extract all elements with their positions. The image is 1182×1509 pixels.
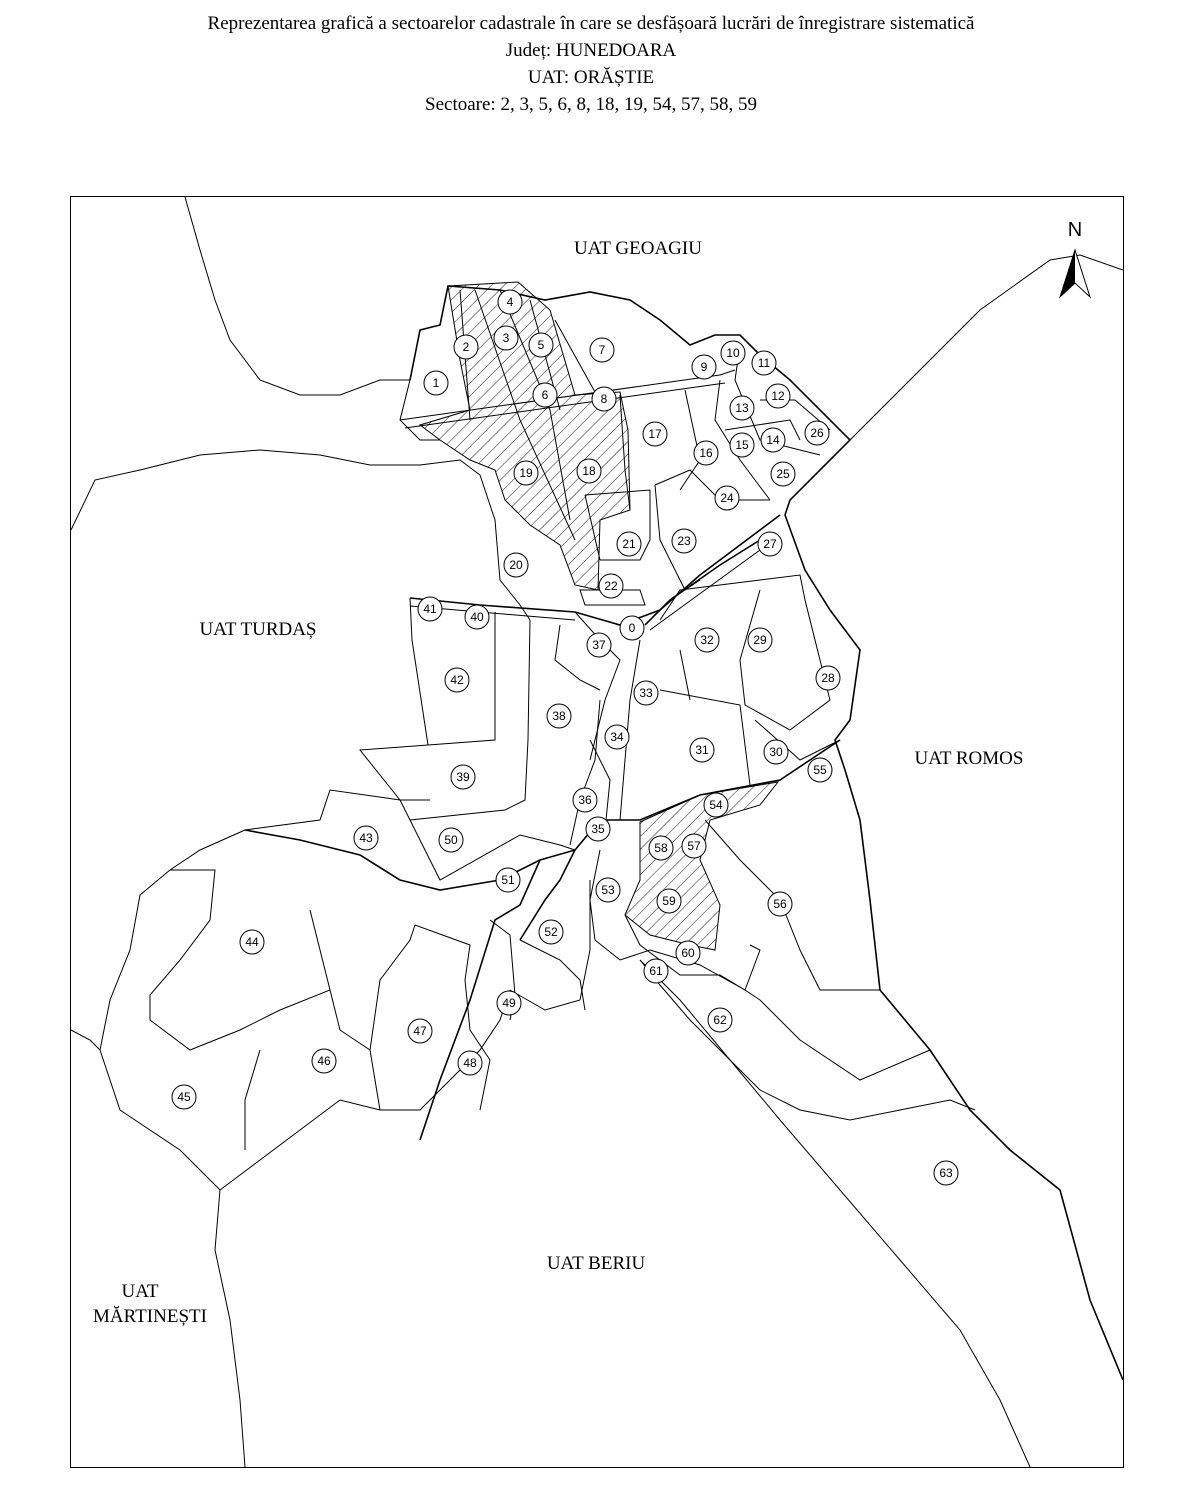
sector-number: 37	[592, 638, 606, 652]
sector-label-5	[529, 333, 553, 357]
sector-label-62	[708, 1008, 732, 1032]
sector-label-0	[620, 616, 644, 640]
sector-label-46	[312, 1049, 336, 1073]
sector-label-53	[596, 878, 620, 902]
sector-label-13	[730, 396, 754, 420]
sector-number: 10	[726, 346, 740, 360]
sector-label-31	[690, 738, 714, 762]
sector-number: 33	[639, 686, 653, 700]
boundary-turdas	[71, 450, 530, 620]
sector-number: 52	[544, 925, 558, 939]
sector-number: 4	[506, 295, 514, 309]
sector-number: 54	[709, 798, 723, 812]
boundary-martinesti	[215, 1190, 245, 1467]
sector-label-54	[704, 793, 728, 817]
sector-label-18	[577, 459, 601, 483]
label-uat-turdas: UAT TURDAȘ	[199, 619, 317, 640]
sector-number: 5	[537, 338, 545, 352]
hatched-area-south	[625, 782, 778, 950]
sector-label-17	[643, 422, 667, 446]
sector-label-9	[692, 355, 716, 379]
sector-number: 61	[649, 964, 663, 978]
sector-label-58	[649, 836, 673, 860]
sector-label-34	[605, 725, 629, 749]
sector-number: 49	[502, 996, 516, 1010]
sector-number: 34	[610, 730, 624, 744]
sector-number: 3	[502, 331, 510, 345]
sector-label-20	[504, 553, 528, 577]
sector-number: 18	[582, 464, 596, 478]
sector-number: 2	[462, 340, 470, 354]
sector-number: 19	[519, 466, 533, 480]
sector-number: 63	[939, 1166, 953, 1180]
sector-label-19	[514, 461, 538, 485]
sector-label-55	[808, 758, 832, 782]
sector-number: 50	[444, 833, 458, 847]
sector-number: 6	[541, 388, 549, 402]
sector-number: 15	[735, 438, 749, 452]
north-label: N	[1067, 219, 1083, 241]
label-uat-romos: UAT ROMOS	[914, 748, 1024, 769]
sector-number: 11	[757, 356, 771, 370]
sector-number: 55	[813, 763, 827, 777]
label-uat-beriu: UAT BERIU	[546, 1253, 646, 1274]
sector-label-47	[408, 1019, 432, 1043]
sector-label-27	[758, 532, 782, 556]
sector-label-40	[465, 605, 489, 629]
sector-number: 58	[654, 841, 668, 855]
sector-label-24	[715, 486, 739, 510]
sector-number: 59	[662, 894, 676, 908]
sector-number: 23	[677, 534, 691, 548]
sector-label-63	[934, 1161, 958, 1185]
sector-label-45	[172, 1085, 196, 1109]
sectors-list: Sectoare: 2, 3, 5, 6, 8, 18, 19, 54, 57, 58, 59	[425, 94, 757, 115]
sector-label-3	[494, 326, 518, 350]
sector-number: 57	[687, 839, 701, 853]
sector-number: 25	[776, 467, 790, 481]
sector-label-26	[805, 421, 829, 445]
sector-number: 44	[245, 935, 259, 949]
sector-label-43	[354, 826, 378, 850]
sector-label-41	[418, 597, 442, 621]
sector-number: 40	[470, 610, 484, 624]
sector-number: 1	[432, 376, 440, 390]
sector-label-29	[748, 628, 772, 652]
sector-label-23	[672, 529, 696, 553]
sector-number: 39	[456, 770, 470, 784]
sector-number: 0	[628, 621, 636, 635]
sector-number: 51	[501, 873, 515, 887]
sector-label-51	[496, 868, 520, 892]
label-uat-geoagiu: UAT GEOAGIU	[574, 238, 702, 259]
sector-number: 62	[713, 1013, 727, 1027]
map-title: Reprezentarea grafică a sectoarelor cadastrale în care se desfășoară lucrări de înregistrare sistematică	[207, 13, 975, 34]
boundary-beriu	[640, 960, 1030, 1467]
uat-label: UAT: ORĂȘTIE	[527, 67, 655, 88]
sector-number: 46	[317, 1054, 331, 1068]
sector-number: 8	[600, 392, 608, 406]
sector-label-7	[590, 338, 614, 362]
sector-label-16	[694, 441, 718, 465]
sector-label-33	[634, 681, 658, 705]
sector-number: 43	[359, 831, 373, 845]
sector-label-60	[676, 941, 700, 965]
sector-number: 48	[463, 1056, 477, 1070]
sector-label-35	[586, 817, 610, 841]
sector-number: 28	[821, 671, 835, 685]
sector-label-39	[451, 765, 475, 789]
sector-label-36	[573, 788, 597, 812]
hatched-area-north	[420, 282, 630, 590]
sector-label-30	[764, 740, 788, 764]
sector-label-49	[497, 991, 521, 1015]
sector-number: 32	[700, 633, 714, 647]
sector-label-42	[445, 668, 469, 692]
sector-label-59	[657, 889, 681, 913]
sector-number: 35	[591, 822, 605, 836]
sector-label-1	[424, 371, 448, 395]
sector-label-15	[730, 433, 754, 457]
sector-label-48	[458, 1051, 482, 1075]
sector-label-11	[752, 351, 776, 375]
sector-number: 27	[763, 537, 777, 551]
sector-label-61	[644, 959, 668, 983]
label-uat-martinesti-line1: UAT	[121, 1281, 159, 1302]
sector-number: 53	[601, 883, 615, 897]
sector-number: 45	[177, 1090, 191, 1104]
sector-label-38	[547, 704, 571, 728]
sector-number: 60	[681, 946, 695, 960]
sector-label-8	[592, 387, 616, 411]
sector-number: 38	[552, 709, 566, 723]
sector-number: 30	[769, 745, 783, 759]
sector-number: 12	[771, 389, 785, 403]
sector-number: 22	[604, 579, 618, 593]
sector-number: 7	[598, 343, 606, 357]
sector-label-25	[771, 462, 795, 486]
sector-number: 26	[810, 426, 824, 440]
sector-label-32	[695, 628, 719, 652]
sector-label-6	[533, 383, 557, 407]
sector-number: 24	[720, 491, 734, 505]
sector-number: 20	[509, 558, 523, 572]
sector-label-28	[816, 666, 840, 690]
sector-label-37	[587, 633, 611, 657]
sector-label-22	[599, 574, 623, 598]
sector-label-44	[240, 930, 264, 954]
sector-number: 36	[578, 793, 592, 807]
sector-number: 14	[766, 433, 780, 447]
sector-number: 31	[695, 743, 709, 757]
sector-label-50	[439, 828, 463, 852]
county-label: Județ: HUNEDOARA	[505, 40, 677, 61]
sector-number: 42	[450, 673, 464, 687]
sector-label-56	[768, 892, 792, 916]
label-uat-martinesti-line2: MĂRTINEȘTI	[93, 1306, 207, 1327]
boundary-geoagiu	[185, 197, 410, 395]
sector-label-14	[761, 428, 785, 452]
sector-number: 17	[648, 427, 662, 441]
sector-label-2	[454, 335, 478, 359]
sector-number: 29	[753, 633, 767, 647]
sector-number: 41	[423, 602, 437, 616]
sector-number: 56	[773, 897, 787, 911]
sector-number: 16	[699, 446, 713, 460]
sector-label-52	[539, 920, 563, 944]
sector-label-4	[498, 290, 522, 314]
sector-number: 9	[700, 360, 708, 374]
sector-label-10	[721, 341, 745, 365]
sector-number: 21	[622, 537, 636, 551]
sector-number: 47	[413, 1024, 427, 1038]
sector-label-21	[617, 532, 641, 556]
sector-number: 13	[735, 401, 749, 415]
sector-label-12	[766, 384, 790, 408]
sector-label-57	[682, 834, 706, 858]
